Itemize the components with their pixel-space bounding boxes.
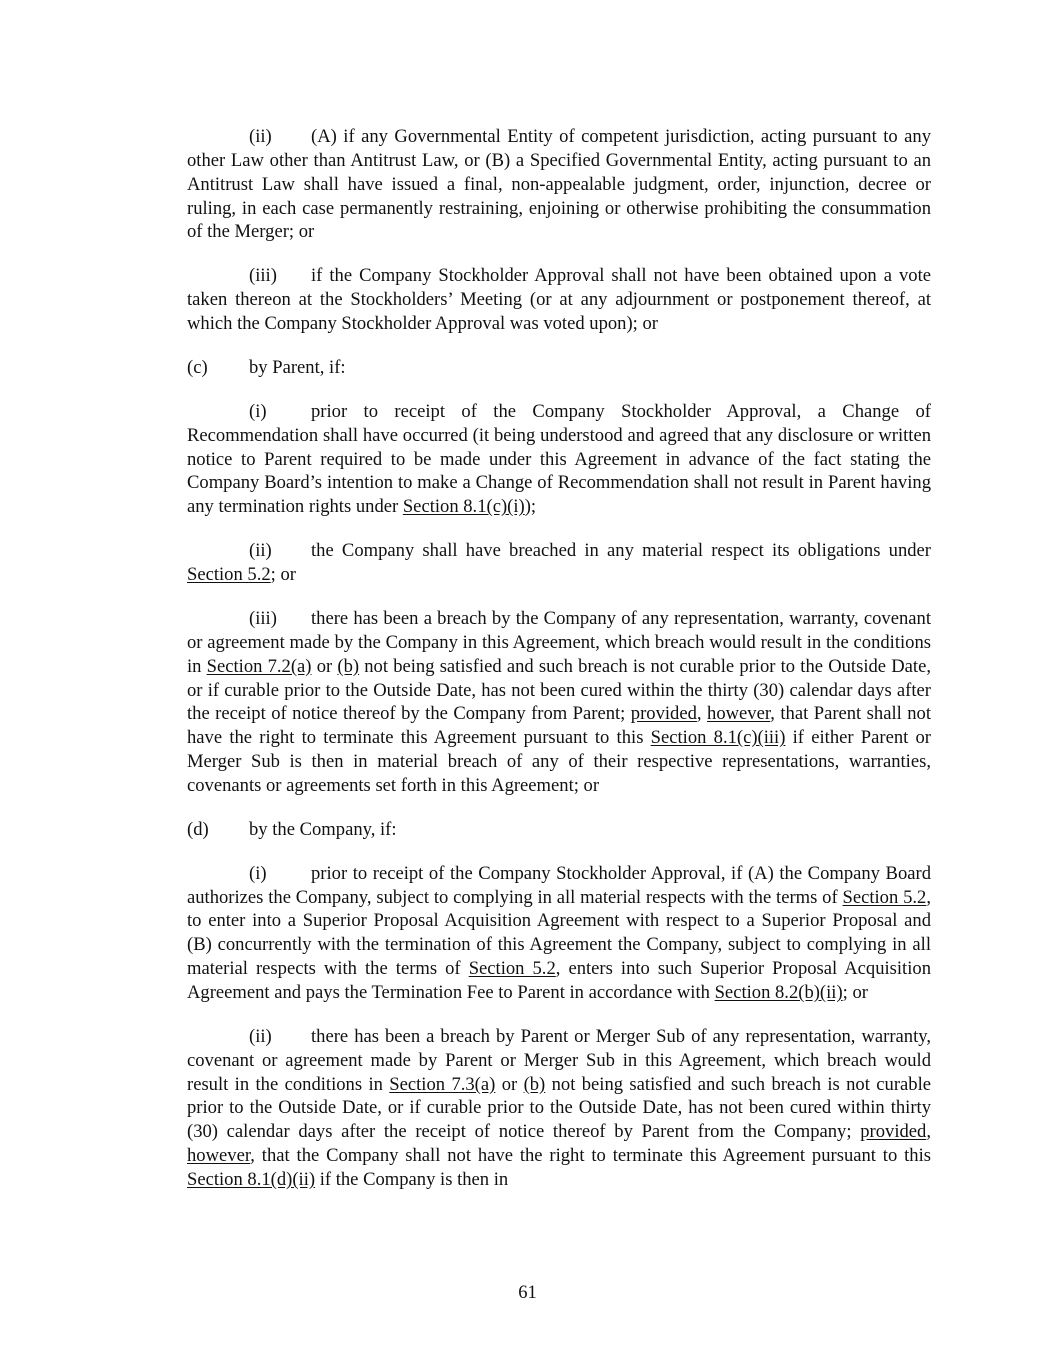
defined-term: however: [187, 1145, 251, 1167]
defined-term: provided: [630, 703, 697, 725]
defined-term: however: [707, 703, 771, 725]
paragraph-b-ii: [187, 125, 931, 244]
document-body: [187, 125, 931, 1212]
section-reference: Section 7.3(a): [389, 1073, 496, 1095]
clause-number: (d): [187, 818, 209, 840]
section-reference: (b): [523, 1073, 546, 1095]
clause-number: (iii): [249, 265, 277, 287]
clause-text: prior to receipt of the Company Stockholder Approval, if (A) the Company Board authorizes the Company, subject to complying in all material respects with the terms of: [187, 862, 931, 908]
clause-text: if the Company Stockholder Approval shall not have been obtained upon a vote taken thereon at the Stockholders’ Meeting (or at any adjournment or postponement thereof, at which the Company Stockholder Approval was voted upon); or: [187, 265, 931, 334]
clause-text: there has been a breach by the Company of any representation, warranty, covenant or agreement made by the Company in this Agreement, which breach would result in the conditions in: [187, 607, 931, 677]
paragraph-d-i: [187, 862, 931, 1005]
clause-text: );: [524, 496, 537, 518]
page-number: 61: [518, 1282, 537, 1303]
clause-number: (c): [187, 356, 208, 378]
paragraph-c-iii: [187, 607, 931, 798]
paragraph-c-heading: [187, 356, 931, 380]
section-reference: Section 5.2: [842, 886, 927, 908]
clause-text: if the Company is then in: [315, 1168, 509, 1190]
clause-text: (A) if any Governmental Entity of competent jurisdiction, acting pursuant to any other Law other than Antitrust Law, or (B) a Specified Governmental Entity, acting pursuant to an Antitrust Law shall have issued a final, non-appealable judgment, order, injunction, decree or ruling, in each case permanently restraining, enjoining or otherwise prohibiting the consummation of the Merger; or: [187, 126, 931, 243]
clause-text: prior to receipt of the Company Stockholder Approval, a Change of Recommendation shall have occurred (it being understood and agreed that any disclosure or written notice to Parent required to be made under this Agreement in advance of the fact stating the Company Board’s intention to make a Change of Recommendation shall not result in Parent having any termination rights under: [187, 400, 931, 518]
section-reference: Section 8.1(d)(ii): [187, 1168, 316, 1190]
clause-number: (ii): [249, 540, 272, 562]
section-reference: Section 8.1(c)(iii): [650, 727, 786, 749]
section-reference: Section 8.2(b)(ii): [714, 981, 843, 1003]
clause-text: , enters into such Superior Proposal Acquisition Agreement and pays the Termination Fee to Parent in accordance with: [187, 958, 931, 1003]
clause-text: , to enter into a Superior Proposal Acquisition Agreement with respect to a Superior Proposal and (B) concurrently with the termination of this Agreement the Company, subject to complying in all material respects with the terms of: [187, 886, 931, 980]
paragraph-d-heading: [187, 818, 931, 842]
clause-text: , that Parent shall not have the right to terminate this Agreement pursuant to this: [187, 703, 932, 749]
clause-text: or: [311, 655, 338, 677]
section-reference: (b): [337, 655, 360, 677]
clause-text: by Parent, if:: [249, 356, 346, 378]
clause-number: (iii): [249, 607, 277, 629]
clause-number: (ii): [249, 126, 272, 147]
section-reference: Section 8.1(c)(i): [402, 496, 525, 518]
clause-text: not being satisfied and such breach is not curable prior to the Outside Date, or if curable prior to the Outside Date, has not been cured within the thirty (30) calendar days after the receipt of notice thereof by the Company from Parent;: [187, 655, 931, 725]
section-reference: Section 5.2: [468, 958, 556, 980]
clause-text: if either Parent or Merger Sub is then in material breach of any of their respective representations, warranties, covenants or agreements set forth in this Agreement; or: [187, 727, 931, 796]
section-reference: Section 5.2: [187, 564, 271, 586]
clause-text: ,: [926, 1121, 931, 1143]
clause-text: ; or: [270, 564, 296, 586]
clause-text: , that the Company shall not have the right to terminate this Agreement pursuant to this: [250, 1145, 931, 1167]
clause-text: the Company shall have breached in any material respect its obligations under: [311, 540, 931, 562]
clause-text: ,: [696, 703, 708, 725]
paragraph-d-ii: [187, 1025, 931, 1192]
clause-number: (ii): [249, 1025, 272, 1047]
clause-number: (i): [249, 400, 267, 422]
clause-text: there has been a breach by Parent or Merger Sub of any representation, warranty, covenant or agreement made by Parent or Merger Sub in this Agreement, which breach would result in the conditions in: [187, 1025, 931, 1095]
clause-number: (i): [249, 862, 267, 884]
clause-text: by the Company, if:: [249, 818, 397, 840]
clause-text: ; or: [842, 981, 868, 1003]
paragraph-c-i: [187, 400, 931, 519]
section-reference: Section 7.2(a): [206, 655, 312, 677]
clause-text: or: [495, 1073, 524, 1095]
clause-text: not being satisfied and such breach is not curable prior to the Outside Date, or if curable prior to the Outside Date, has not been cured within thirty (30) calendar days after the receipt of notice thereof by Parent from the Company;: [187, 1073, 931, 1143]
defined-term: provided: [860, 1121, 927, 1143]
paragraph-b-iii: [187, 264, 931, 336]
paragraph-c-ii: [187, 539, 931, 587]
